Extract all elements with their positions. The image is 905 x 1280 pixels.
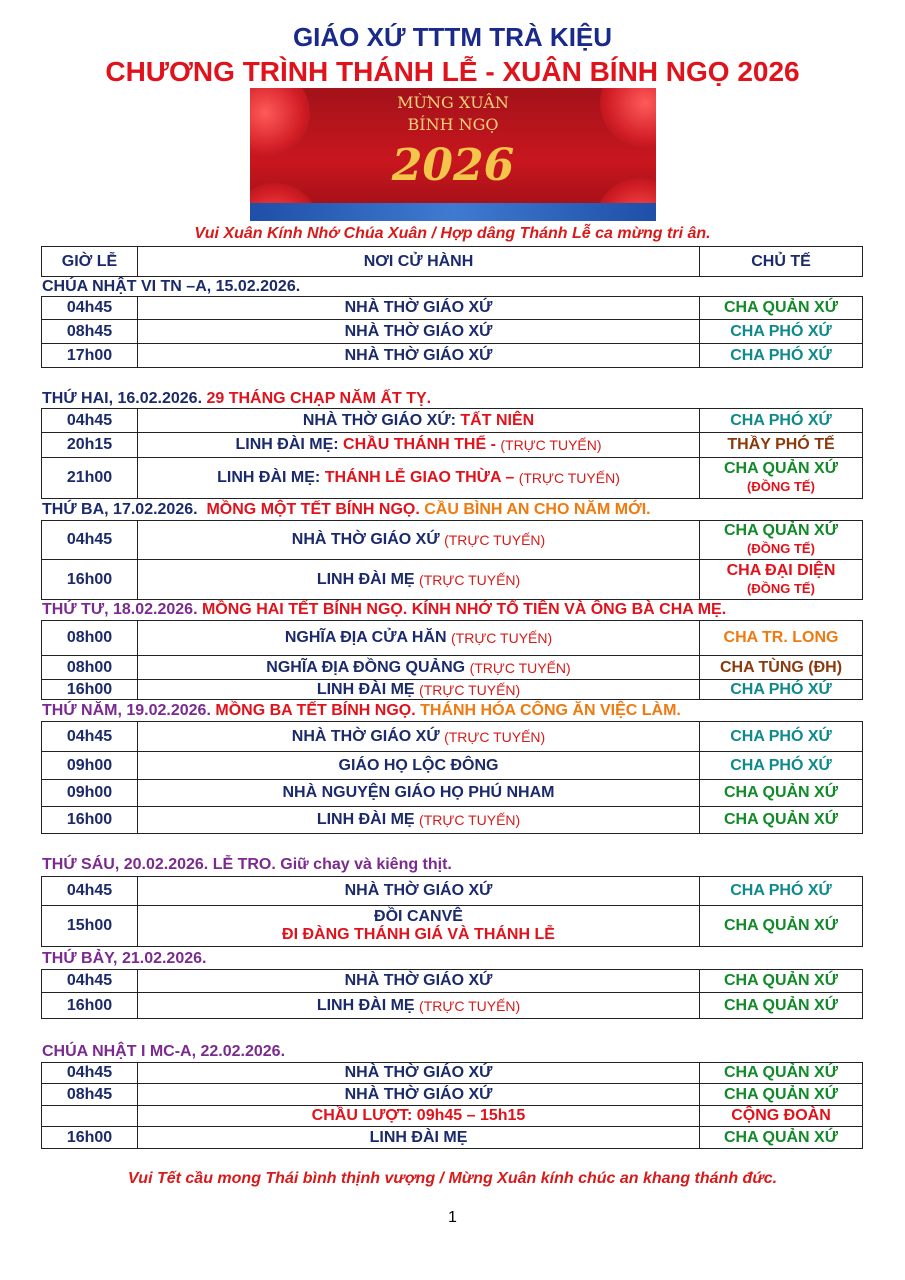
table-row: 15h00 ĐỒI CANVÊ ĐI ĐÀNG THÁNH GIÁ VÀ THÁNH LỄ CHA QUẢN XỨ: [41, 905, 863, 947]
table-row: 16h00 LINH ĐÀI MẸ (TRỰC TUYẾN) CHA PHÓ XỨ: [41, 679, 863, 700]
table-row: 04h45 NHÀ THỜ GIÁO XỨ (TRỰC TUYẾN) CHA QUẢN XỨ (ĐỒNG TẾ): [41, 520, 863, 560]
new-year-banner: [250, 88, 656, 221]
header-celebrant: CHỦ TẾ: [751, 252, 811, 270]
table-row: 09h00 GIÁO HỌ LỘC ĐÔNG CHA PHÓ XỨ: [41, 751, 863, 780]
table-row: 09h00 NHÀ NGUYỆN GIÁO HỌ PHÚ NHAM CHA QUẢN XỨ: [41, 779, 863, 807]
table-row: 16h00 LINH ĐÀI MẸ (TRỰC TUYẾN) CHA ĐẠI DIỆN (ĐỒNG TẾ): [41, 559, 863, 600]
table-row: 20h15 LINH ĐÀI MẸ: CHẦU THÁNH THỂ - (TRỰC TUYẾN) THẦY PHÓ TẾ: [41, 432, 863, 458]
table-header: [41, 246, 863, 277]
subtitle: Vui Xuân Kính Nhớ Chúa Xuân / Hợp dâng Thánh Lễ ca mừng tri ân.: [194, 225, 711, 242]
day-heading: THỨ SÁU, 20.02.2026. LỄ TRO. Giữ chay và kiêng thịt.: [42, 856, 452, 873]
header-place: NƠI CỬ HÀNH: [138, 247, 700, 276]
day-heading: THỨ HAI, 16.02.2026. 29 THÁNG CHẠP NĂM ẤT TỴ.: [42, 390, 432, 407]
footer-greeting: Vui Tết cầu mong Thái bình thịnh vượng / Mừng Xuân kính chúc an khang thánh đức.: [127, 1170, 778, 1187]
banner-year: 2026: [391, 140, 515, 191]
parish-title: GIÁO XỨ TTTM TRÀ KIỆU: [292, 22, 613, 52]
header-time: GIỜ LỄ: [42, 247, 138, 276]
table-row: 21h00 LINH ĐÀI MẸ: THÁNH LỄ GIAO THỪA – (TRỰC TUYẾN) CHA QUẢN XỨ (ĐỒNG TẾ): [41, 457, 863, 499]
table-row: 04h45 NHÀ THỜ GIÁO XỨ CHA QUẢN XỨ: [41, 296, 863, 320]
day-heading: THỨ NĂM, 19.02.2026. MỒNG BA TẾT BÍNH NGỌ. THÁNH HÓA CÔNG ĂN VIỆC LÀM.: [42, 702, 681, 719]
table-row: 08h45 NHÀ THỜ GIÁO XỨ CHA PHÓ XỨ: [41, 319, 863, 344]
table-row: 16h00 LINH ĐÀI MẸ CHA QUẢN XỨ: [41, 1126, 863, 1149]
table-row: 04h45 NHÀ THỜ GIÁO XỨ (TRỰC TUYẾN) CHA PHÓ XỨ: [41, 721, 863, 752]
day-heading: THỨ BA, 17.02.2026. MỒNG MỘT TẾT BÍNH NGỌ. CẦU BÌNH AN CHO NĂM MỚI.: [42, 501, 651, 518]
table-row: 08h00 NGHĨA ĐỊA ĐỒNG QUẢNG (TRỰC TUYẾN) CHA TÙNG (ĐH): [41, 655, 863, 680]
table-row: 04h45 NHÀ THỜ GIÁO XỨ CHA PHÓ XỨ: [41, 876, 863, 906]
day-heading: CHÚA NHẬT I MC-A, 22.02.2026.: [42, 1043, 286, 1060]
table-row: 04h45 NHÀ THỜ GIÁO XỨ CHA QUẢN XỨ: [41, 1062, 863, 1084]
table-row: CHẦU LƯỢT: 09h45 – 15h15 CỘNG ĐOÀN: [41, 1105, 863, 1127]
day-heading: CHÚA NHẬT VI TN –A, 15.02.2026.: [42, 278, 301, 295]
program-title: CHƯƠNG TRÌNH THÁNH LỄ - XUÂN BÍNH NGỌ 2026: [105, 56, 800, 87]
day-heading: THỨ TƯ, 18.02.2026. MỒNG HAI TẾT BÍNH NGỌ. KÍNH NHỚ TỔ TIÊN VÀ ÔNG BÀ CHA MẸ.: [42, 601, 727, 618]
table-row: 16h00 LINH ĐÀI MẸ (TRỰC TUYẾN) CHA QUẢN XỨ: [41, 992, 863, 1019]
table-row: 04h45 NHÀ THỜ GIÁO XỨ CHA QUẢN XỨ: [41, 969, 863, 993]
table-row: 16h00 LINH ĐÀI MẸ (TRỰC TUYẾN) CHA QUẢN XỨ: [41, 806, 863, 834]
day-heading: THỨ BẢY, 21.02.2026.: [42, 950, 207, 967]
table-row: 08h00 NGHĨA ĐỊA CỬA HĂN (TRỰC TUYẾN) CHA TR. LONG: [41, 620, 863, 656]
page-number: 1: [448, 1209, 457, 1226]
table-row: 17h00 NHÀ THỜ GIÁO XỨ CHA PHÓ XỨ: [41, 343, 863, 368]
table-row: 04h45 NHÀ THỜ GIÁO XỨ: TẤT NIÊN CHA PHÓ XỨ: [41, 408, 863, 433]
table-row: 08h45 NHÀ THỜ GIÁO XỨ CHA QUẢN XỨ: [41, 1083, 863, 1106]
banner-text: MỪNG XUÂN BÍNH NGỌ: [397, 93, 509, 134]
